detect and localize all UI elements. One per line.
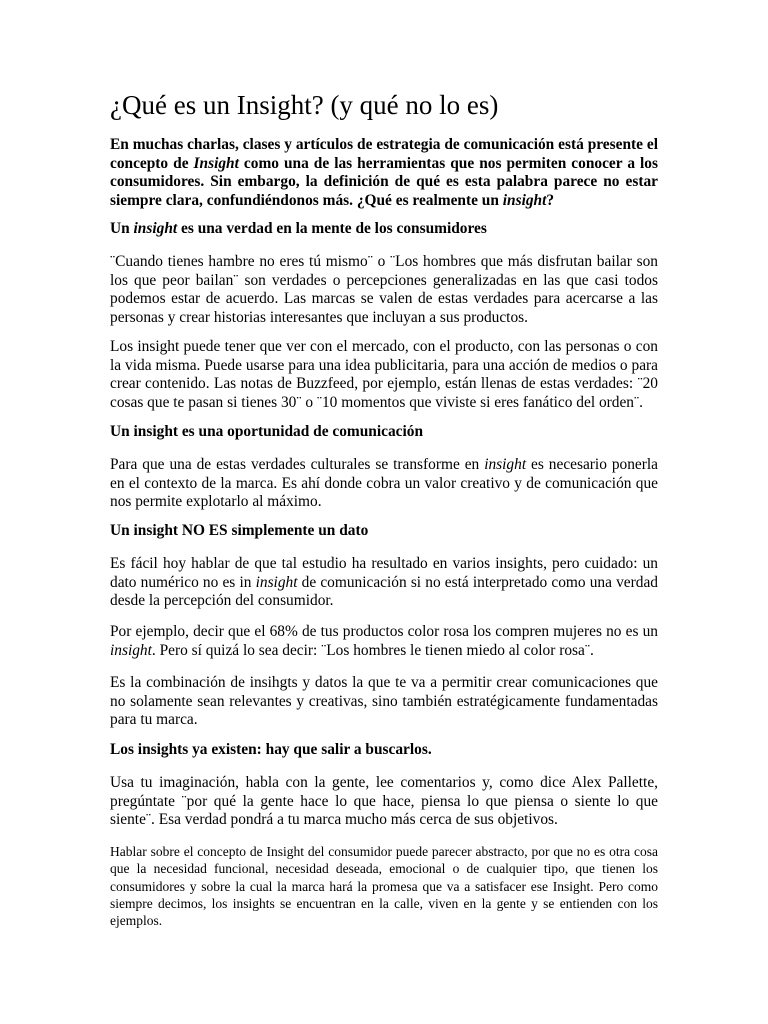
paragraph-emphasis: insight <box>110 641 152 659</box>
paragraph-text: es necesario ponerla en el contexto de la marca. Es ahí donde cobra un valor creativo y de comunicación que nos permite explotarlo al máximo. <box>110 456 658 510</box>
section-heading-oportunidad: Un insight es una oportunidad de comunicación <box>110 423 424 440</box>
paragraph-text: Por ejemplo, decir que el 68% de tus productos color rosa los compren mujeres no es un <box>110 623 658 640</box>
section-heading-verdad <box>110 220 658 239</box>
heading-emphasis: insight <box>133 220 178 237</box>
intro-emphasis-1: Insight <box>193 154 239 172</box>
paragraph-contexto-marca <box>110 456 658 512</box>
paragraph-text: . Pero sí quizá lo sea decir: ¨Los hombres le tienen miedo al color rosa¨. <box>151 641 594 659</box>
section-heading-dato: Un insight NO ES simplemente un dato <box>110 522 369 539</box>
paragraph-text: de comunicación si no está interpretado como una verdad desde la percepción del consumidor. <box>110 573 658 609</box>
intro-text-3: ? <box>546 191 555 209</box>
paragraph-emphasis: insight <box>255 573 298 591</box>
paragraph-text: Para que una de estas verdades culturales se transforme en <box>110 456 485 473</box>
intro-text-1: En muchas charlas, clases y artículos de estrategia de comunicación está presente el concepto de <box>110 136 658 172</box>
paragraph-imaginacion: Usa tu imaginación, habla con la gente, lee comentarios y, como dice Alex Pallette, pregúntate ¨por qué la gente hace lo que hace, piensa lo que piensa o siente lo que siente¨. Esa verdad pondrá a tu marca mucho más cerca de sus objetivos. <box>110 774 658 828</box>
intro-text-2: como una de las herramientas que nos permiten conocer a los consumidores. Sin embargo, la definición de qué es esta palabra parece no estar siempre clara, confundiéndonos más. ¿Qué es realmente un <box>110 154 658 209</box>
intro-paragraph <box>110 136 658 210</box>
paragraph-ejemplo-rosa <box>110 623 658 660</box>
paragraph-dato-numerico <box>110 555 658 611</box>
paragraph-verdades: ¨Cuando tienes hambre no eres tú mismo¨ o ¨Los hombres que más disfrutan bailar son los que peor bailan¨ son verdades o percepciones generalizadas en las que casi todos podemos estar de acuerdo. Las marcas se valen de estas verdades para acercarse a las personas y crear historias interesantes que incluyan a sus productos. <box>110 253 658 326</box>
paragraph-emphasis: insight <box>484 456 527 473</box>
paragraph-combinacion: Es la combinación de insihgts y datos la que te va a permitir crear comunicaciones que no solamente sean relevantes y creativas, sino también estratégicamente fundamentadas para tu marca. <box>110 674 658 728</box>
paragraph-concepto-insight: Hablar sobre el concepto de Insight del consumidor puede parecer abstracto, por que no es otra cosa que la necesidad funcional, necesidad deseada, emocional o de cualquier tipo, que tienen los consumidores y sobre la cual la marca hará la promesa que va a satisfacer ese Insight. Pero como siempre decimos, los insights se encuentran en la calle, viven en la gente y se entienden con los ejemplos. <box>110 844 658 929</box>
heading-text: es una verdad en la mente de los consumidores <box>177 220 487 237</box>
heading-text: Un <box>110 220 134 237</box>
page-title: ¿Qué es un Insight? (y qué no lo es) <box>110 90 499 120</box>
section-heading-buscarlos: Los insights ya existen: hay que salir a buscarlos. <box>110 741 432 758</box>
paragraph-text: Es fácil hoy hablar de que tal estudio ha resultado en varios insights, pero cuidado: un dato numérico no es in <box>110 555 658 591</box>
intro-emphasis-2: insight <box>502 191 547 209</box>
paragraph-mercado: Los insight puede tener que ver con el mercado, con el producto, con las personas o con la vida misma. Puede usarse para una idea publicitaria, para una acción de medios o para crear contenido. Las notas de Buzzfeed, por ejemplo, están llenas de estas verdades: ¨20 cosas que te pasan si tienes 30¨ o ¨10 momentos que viviste si eres fanático del orden¨. <box>110 338 658 411</box>
